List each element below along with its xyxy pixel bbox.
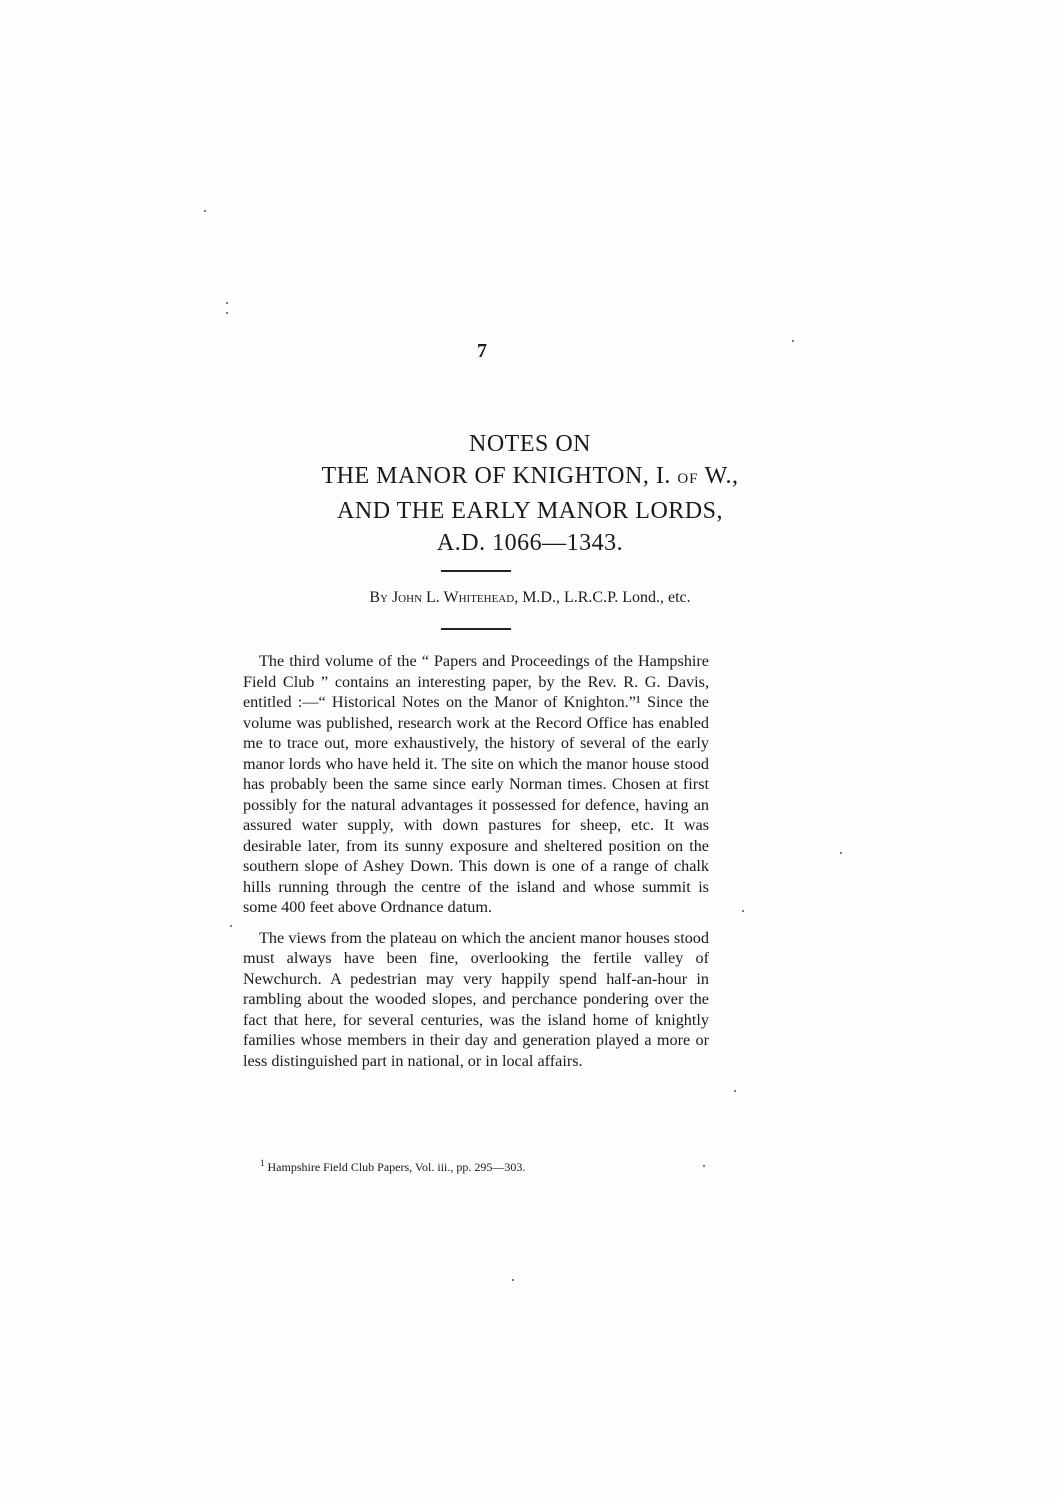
scan-speck xyxy=(703,1165,705,1167)
footnote-text: Hampshire Field Club Papers, Vol. iii., pp. 295—303. xyxy=(264,1160,526,1174)
author-byline xyxy=(200,589,860,607)
byline-author: By John L. Whitehead xyxy=(369,589,515,606)
article-title xyxy=(200,428,860,559)
byline-credentials: , M.D., L.R.C.P. Lond., etc. xyxy=(514,589,691,606)
scan-speck xyxy=(512,1279,514,1281)
page-number: 7 xyxy=(477,340,487,362)
paragraph-2: The views from the plateau on which the ancient manor houses stood must always have been fine, overlooking the fertile valley of Newchurch. A pedestrian may very happily spend half-an-hour in rambling about the wooded slopes, and perchance pondering over the fact that here, for several centuries, was the island home of knightly families whose members in their day and generation played a more or less distinguished part in national, or in local affairs. xyxy=(243,928,709,1070)
title-line-4: A.D. 1066—1343. xyxy=(436,530,624,556)
footnote-marker: 1 xyxy=(260,1158,265,1168)
title-line-2-small: OF xyxy=(677,471,699,487)
scan-speck xyxy=(230,925,232,927)
title-line-2-part-b: W., xyxy=(698,463,739,489)
scan-speck xyxy=(792,340,794,342)
title-line-3: AND THE EARLY MANOR LORDS, xyxy=(337,498,723,524)
title-line-2 xyxy=(200,460,860,495)
title-line-1: NOTES ON xyxy=(469,431,591,457)
title-line-2-part-a: THE MANOR OF KNIGHTON, I. xyxy=(321,463,678,489)
footnote xyxy=(260,1158,700,1175)
scan-speck xyxy=(226,312,228,314)
scan-speck xyxy=(734,1090,736,1092)
paragraph-1: The third volume of the “ Papers and Proceedings of the Hampshire Field Club ” contains an interesting paper, by the Rev. R. G. Davis, entitled :—“ Historical Notes on the Manor of Knighton.”¹ Since the volume was published, research work at the Record Office has enabled me to trace out, more exhaustively, the history of several of the early manor lords who have held it. The site on which the manor house stood has probably been the same since early Norman times. Chosen at first possibly for the natural advantages it possessed for defence, having an assured water supply, with down pastures for sheep, etc. It was desirable later, from its sunny exposure and sheltered position on the southern slope of Ashey Down. This down is one of a range of chalk hills running through the centre of the island and whose summit is some 400 feet above Ordnance datum. xyxy=(243,652,709,916)
scan-speck xyxy=(742,910,744,912)
title-divider-bottom xyxy=(441,628,511,630)
scan-speck xyxy=(840,852,842,854)
article-body xyxy=(243,651,709,1071)
scan-speck xyxy=(204,210,206,212)
title-divider-top xyxy=(441,570,511,572)
scan-speck xyxy=(226,302,228,304)
